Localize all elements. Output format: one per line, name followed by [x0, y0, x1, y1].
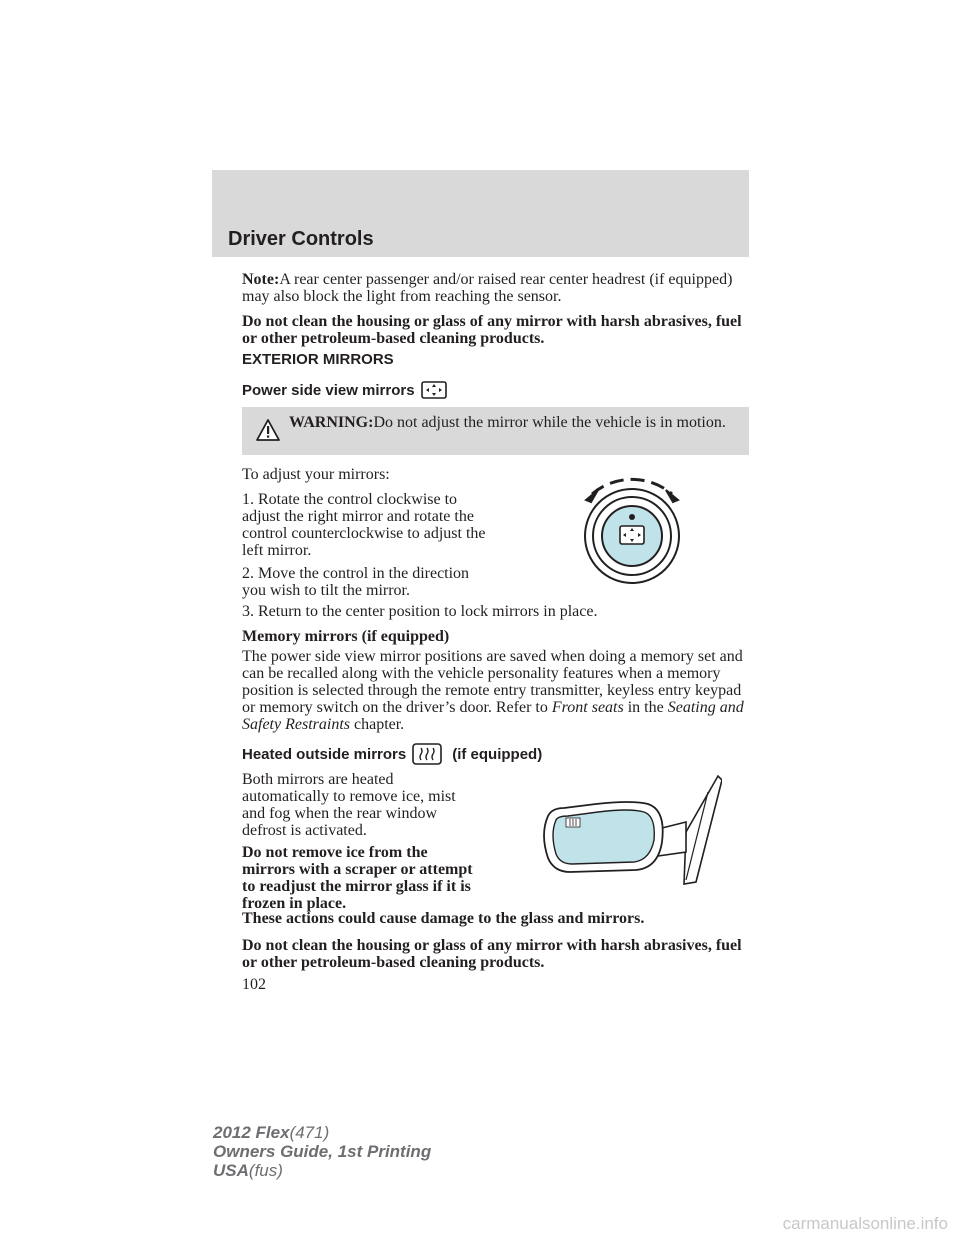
footer-code: (471)	[289, 1123, 330, 1142]
heated-caution-short: Do not remove ice from the mirrors with a scraper or attempt to readjust the mirror glass if it is frozen in place.	[242, 844, 473, 912]
step-3: 3. Return to the center position to lock mirrors in place.	[242, 603, 598, 620]
note-paragraph	[242, 271, 752, 305]
watermark: carmanualsonline.info	[782, 1214, 948, 1233]
heated-mirrors-heading-suffix: (if equipped)	[452, 746, 543, 763]
memory-mirrors-heading: Memory mirrors (if equipped)	[242, 628, 450, 645]
caution-cleaning-top: Do not clean the housing or glass of any mirror with harsh abrasives, fuel or other petroleum-based cleaning products.	[242, 313, 742, 347]
note-label: Note:	[242, 271, 280, 288]
memory-text-end: chapter.	[349, 716, 405, 733]
footer-model: 2012 Flex	[213, 1123, 290, 1142]
header-band	[212, 170, 749, 257]
page-number: 102	[242, 976, 266, 993]
footer-market-code: (fus)	[248, 1161, 283, 1180]
mirror-control-knob-illustration	[574, 470, 690, 593]
footer-guide: Owners Guide, 1st Printing	[213, 1142, 432, 1161]
note-text: A rear center passenger and/or raised rear center headrest (if equipped) may also block the light from reaching the sensor.	[242, 271, 733, 305]
step-2: 2. Move the control in the direction you wish to tilt the mirror.	[242, 565, 470, 599]
memory-text-part: The power side view mirror positions are saved when doing a memory set and can be recalled along with the vehicle personality features when a memory position is selected through the remote entry transmitter, keyless entry keypad or memory switch on the driver’s door. Refer to	[242, 648, 743, 716]
footer-market: USA	[213, 1161, 249, 1180]
section-title: EXTERIOR MIRRORS	[242, 351, 394, 368]
caution-cleaning-bottom: Do not clean the housing or glass of any mirror with harsh abrasives, fuel or other petroleum-based cleaning products.	[242, 937, 742, 971]
adjust-intro: To adjust your mirrors:	[242, 466, 390, 483]
heated-mirror-icon	[412, 743, 442, 770]
memory-mirrors-text	[242, 648, 752, 733]
heated-mirrors-text: Both mirrors are heated automatically to remove ice, mist and fog when the rear window defrost is activated.	[242, 771, 456, 839]
heated-caution-long: These actions could cause damage to the glass and mirrors.	[242, 910, 645, 927]
page-title: Driver Controls	[228, 228, 374, 250]
memory-text-mid: in the	[623, 699, 668, 716]
heated-mirrors-heading	[242, 743, 542, 765]
warning-text	[289, 414, 729, 431]
warning-triangle-icon	[256, 419, 280, 446]
seating-safety-reference: Seating and Safety Restraints	[242, 699, 744, 733]
power-mirrors-heading	[242, 381, 447, 403]
mirror-control-icon	[421, 381, 447, 404]
warning-message: Do not adjust the mirror while the vehicle is in motion.	[373, 414, 726, 431]
warning-label: WARNING:	[289, 414, 374, 431]
power-mirrors-heading-text: Power side view mirrors	[242, 382, 415, 399]
front-seats-reference: Front seats	[551, 699, 624, 716]
side-mirror-illustration	[536, 772, 722, 891]
step-1: 1. Rotate the control clockwise to adjust the right mirror and rotate the control counterclockwise to adjust the left mirror.	[242, 491, 486, 559]
print-footer	[213, 1123, 431, 1180]
heated-mirrors-heading-text: Heated outside mirrors	[242, 746, 407, 763]
warning-box	[242, 407, 749, 455]
